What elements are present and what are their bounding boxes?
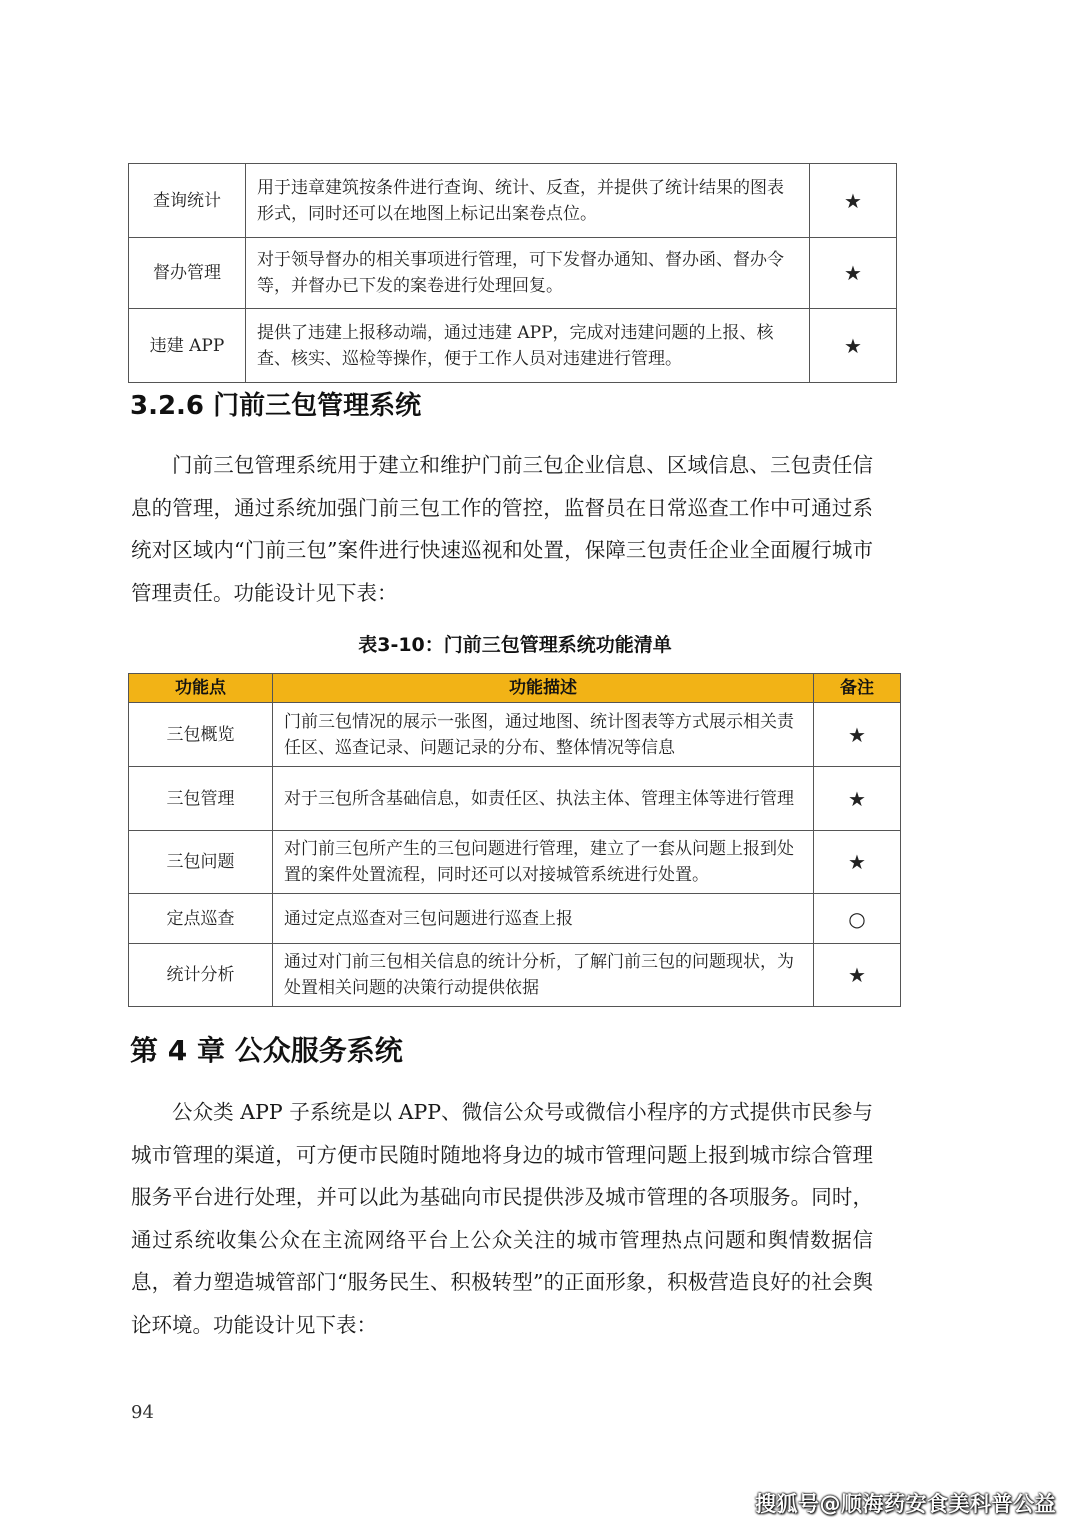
function-name: 三包管理 (129, 767, 273, 831)
star-icon: ★ (810, 309, 897, 383)
function-table-continued (128, 163, 897, 383)
table-row (129, 309, 897, 383)
function-desc: 对于三包所含基础信息，如责任区、执法主体、管理主体等进行管理 (273, 767, 814, 831)
star-icon: ★ (810, 164, 897, 238)
table-header-row (129, 674, 901, 703)
table-row (129, 767, 901, 831)
table-row (129, 238, 897, 309)
chapter-paragraph: 公众类 APP 子系统是以 APP、微信公众号或微信小程序的方式提供市民参与城市管理的渠道，可方便市民随时随地将身边的城市管理问题上报到城市综合管理服务平台进行处理，并可以此为基础向市民提供涉及城市管理的各项服务。同时，通过系统收集公众在主流网络平台上公众关注的城市管理热点问题和舆情数据信息，着力塑造城管部门“服务民生、积极转型”的正面形象，积极营造良好的社会舆论环境。功能设计见下表： (131, 1100, 873, 1337)
function-name: 查询统计 (129, 164, 246, 238)
table-row (129, 703, 901, 767)
header-function-desc: 功能描述 (273, 674, 814, 703)
function-desc: 提供了违建上报移动端，通过违建 APP，完成对违建问题的上报、核查、核实、巡检等操作，便于工作人员对违建进行管理。 (246, 309, 810, 383)
section-heading: 3.2.6 门前三包管理系统 (130, 391, 422, 421)
function-name: 督办管理 (129, 238, 246, 309)
function-desc: 通过定点巡查对三包问题进行巡查上报 (273, 894, 814, 944)
star-icon: ★ (814, 944, 901, 1007)
function-name: 三包问题 (129, 831, 273, 894)
header-remark: 备注 (814, 674, 901, 703)
table-caption: 表3-10：门前三包管理系统功能清单 (358, 634, 672, 656)
table-row (129, 164, 897, 238)
function-name: 违建 APP (129, 309, 246, 383)
star-icon: ★ (814, 831, 901, 894)
star-icon: ★ (814, 767, 901, 831)
function-desc: 通过对门前三包相关信息的统计分析，了解门前三包的问题现状，为处置相关问题的决策行动提供依据 (273, 944, 814, 1007)
function-desc: 门前三包情况的展示一张图，通过地图、统计图表等方式展示相关责任区、巡查记录、问题记录的分布、整体情况等信息 (273, 703, 814, 767)
watermark: 搜狐号@顺海药安食美科普公益 (755, 1492, 1056, 1516)
function-desc: 用于违章建筑按条件进行查询、统计、反查，并提供了统计结果的图表形式，同时还可以在地图上标记出案卷点位。 (246, 164, 810, 238)
star-icon: ★ (810, 238, 897, 309)
table-row (129, 894, 901, 944)
function-name: 统计分析 (129, 944, 273, 1007)
header-function-point: 功能点 (129, 674, 273, 703)
circle-icon: ○ (814, 894, 901, 944)
section-paragraph: 门前三包管理系统用于建立和维护门前三包企业信息、区域信息、三包责任信息的管理，通过系统加强门前三包工作的管控，监督员在日常巡查工作中可通过系统对区域内“门前三包”案件进行快速巡视和处置，保障三包责任企业全面履行城市管理责任。功能设计见下表： (131, 453, 873, 605)
table-row (129, 944, 901, 1007)
function-table-3-10 (128, 673, 901, 1007)
function-desc: 对于领导督办的相关事项进行管理，可下发督办通知、督办函、督办令等，并督办已下发的案卷进行处理回复。 (246, 238, 810, 309)
page-number: 94 (131, 1402, 154, 1423)
star-icon: ★ (814, 703, 901, 767)
chapter-heading: 第 4 章 公众服务系统 (130, 1034, 403, 1067)
function-name: 定点巡查 (129, 894, 273, 944)
function-name: 三包概览 (129, 703, 273, 767)
table-row (129, 831, 901, 894)
function-desc: 对门前三包所产生的三包问题进行管理，建立了一套从问题上报到处置的案件处置流程，同时还可以对接城管系统进行处置。 (273, 831, 814, 894)
